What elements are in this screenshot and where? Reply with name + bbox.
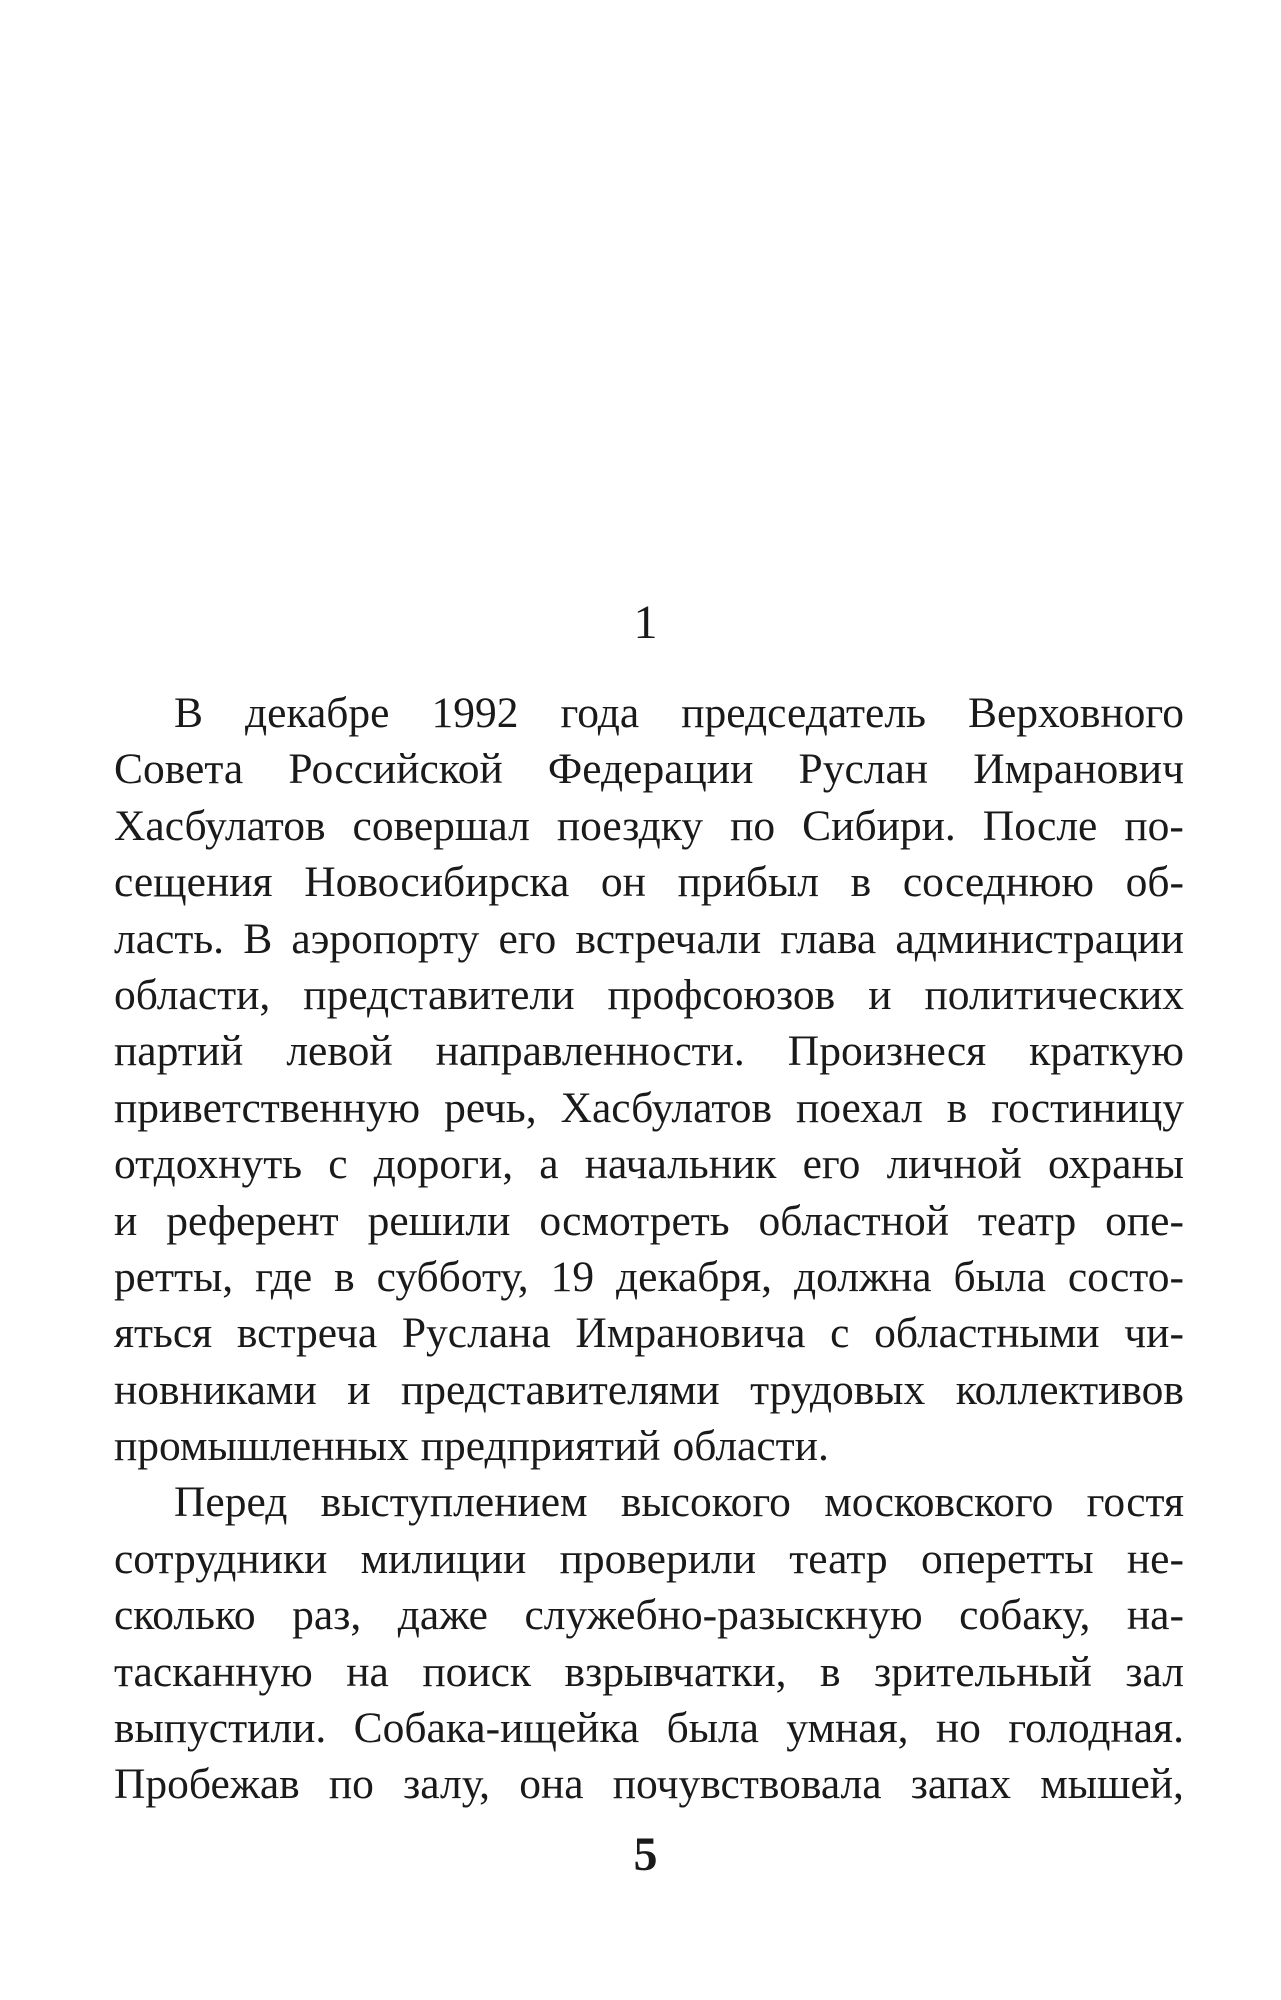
word: умная, [786, 1704, 909, 1753]
word: но [935, 1704, 981, 1753]
word: профсоюзов [607, 970, 836, 1019]
word: После [982, 801, 1098, 850]
word: речь, [444, 1083, 537, 1132]
word: Имранович [973, 745, 1184, 794]
word: Руслан [798, 745, 929, 794]
word: взрывчатки, [564, 1647, 787, 1696]
word: администрации [895, 914, 1184, 963]
word: поиск [422, 1647, 532, 1696]
word: и [114, 1196, 138, 1245]
text-line [114, 1362, 1184, 1418]
word: московского [824, 1478, 1054, 1527]
word: трудовых [750, 1365, 926, 1414]
word: яться [114, 1309, 213, 1358]
word: Собака-ищейка [353, 1704, 640, 1753]
word: была [666, 1704, 759, 1753]
text-line [114, 1474, 1184, 1530]
word: с [830, 1309, 850, 1358]
word: по [730, 801, 776, 850]
word: новниками [114, 1365, 317, 1414]
text-line [114, 1756, 1184, 1812]
word: встречали [575, 914, 762, 963]
word: Российской [288, 745, 503, 794]
word: представителями [400, 1365, 720, 1414]
word: совершал [352, 801, 530, 850]
word: области, [114, 970, 271, 1019]
text-line [114, 854, 1184, 910]
word: голодная. [1008, 1704, 1184, 1753]
text-line [114, 1305, 1184, 1361]
word: собаку, [959, 1591, 1091, 1640]
word: сещения [114, 858, 273, 907]
word: залу, [403, 1760, 490, 1809]
text-line [114, 1249, 1184, 1305]
word: ласть. [114, 914, 225, 963]
word: он [600, 858, 646, 907]
word: Новосибирска [304, 858, 570, 907]
word: В [174, 689, 204, 737]
word: Сибири. [802, 801, 956, 850]
page-number: 5 [633, 1828, 658, 1881]
word: в [334, 1252, 355, 1301]
word: промышленных [114, 1422, 409, 1471]
text-line [114, 1418, 1184, 1474]
word: 19 [550, 1252, 595, 1301]
word: театр [789, 1534, 888, 1583]
word: отдохнуть [114, 1140, 303, 1189]
paragraph [114, 1474, 1184, 1812]
word: аэропорту [291, 914, 480, 963]
word: поездку [556, 801, 704, 850]
text-line [114, 1531, 1184, 1587]
word: сотрудники [114, 1534, 328, 1583]
word: гостя [1086, 1478, 1184, 1527]
word: декабря, [616, 1252, 773, 1301]
word: встреча [236, 1309, 378, 1358]
text-line [114, 1700, 1184, 1756]
word: партий [114, 1027, 244, 1076]
word: высокого [620, 1478, 791, 1527]
text-line [114, 1136, 1184, 1192]
word: представители [303, 970, 575, 1019]
word: поехал [795, 1083, 923, 1132]
word: она [519, 1760, 584, 1809]
word: по- [1124, 801, 1184, 850]
word: с [328, 1140, 348, 1189]
word: запах [910, 1760, 1011, 1809]
word: на [346, 1647, 389, 1696]
word: областной [758, 1196, 949, 1245]
word: милиции [360, 1534, 527, 1583]
text-line [114, 1080, 1184, 1136]
text-line [114, 1023, 1184, 1079]
word: начальник [584, 1140, 777, 1189]
word: прибыл [677, 858, 819, 907]
word: где [255, 1252, 313, 1301]
word: и [868, 970, 892, 1019]
paragraph [114, 685, 1184, 1474]
word: направленности. [435, 1027, 745, 1076]
word: зрительный [874, 1647, 1092, 1696]
word: глава [780, 914, 877, 963]
word: сколько [114, 1591, 256, 1640]
text-line [114, 798, 1184, 854]
word: личной [886, 1140, 1022, 1189]
text-line [114, 1644, 1184, 1700]
word: тасканную [114, 1647, 313, 1696]
word: об- [1125, 858, 1184, 907]
chapter-number: 1 [633, 596, 658, 649]
word: даже [397, 1591, 488, 1640]
word: политических [924, 970, 1184, 1019]
word: областными [874, 1309, 1100, 1358]
word: 1992 [431, 689, 519, 737]
text-line [114, 685, 1184, 741]
word: служебно-разыскную [524, 1591, 923, 1640]
word: выступлением [320, 1478, 588, 1527]
word: охраны [1047, 1140, 1184, 1189]
chapter-body-text [114, 685, 1184, 1813]
word: проверили [559, 1534, 756, 1583]
word: мышей, [1040, 1760, 1184, 1809]
word: Хасбулатов [114, 801, 326, 850]
word: предприятий [420, 1422, 661, 1471]
word: председатель [681, 689, 926, 737]
word: не- [1126, 1534, 1184, 1583]
word: на- [1126, 1591, 1184, 1640]
text-line [114, 741, 1184, 797]
word: года [560, 689, 640, 737]
word: референт [166, 1196, 339, 1245]
word: в [850, 858, 872, 907]
text-line [114, 911, 1184, 967]
text-line [114, 967, 1184, 1023]
word: должна [793, 1252, 932, 1301]
word: приветственную [114, 1083, 421, 1132]
word: дороги, [373, 1140, 514, 1189]
word: гостиницу [991, 1083, 1184, 1132]
word: Имрановича [575, 1309, 806, 1358]
word: соседнюю [902, 858, 1094, 907]
word: опе- [1105, 1196, 1184, 1245]
word: выпустили. [114, 1704, 327, 1753]
word: левой [286, 1027, 393, 1076]
word: и [347, 1365, 371, 1414]
word: Перед [174, 1478, 288, 1527]
word: раз, [292, 1591, 362, 1640]
word: состо- [1067, 1252, 1184, 1301]
word: была [953, 1252, 1046, 1301]
text-line [114, 1587, 1184, 1643]
word: его [498, 914, 557, 963]
word: области. [672, 1422, 829, 1471]
word: краткую [1029, 1027, 1184, 1076]
text-line [114, 1193, 1184, 1249]
word: коллективов [955, 1365, 1184, 1414]
word: а [539, 1140, 559, 1189]
word: В [243, 914, 273, 963]
word: Произнеся [787, 1027, 987, 1076]
word: Руслана [401, 1309, 551, 1358]
word: ретты, [114, 1252, 234, 1301]
word: субботу, [376, 1252, 529, 1301]
word: декабре [245, 689, 390, 737]
word: в [946, 1083, 968, 1132]
word: осмотреть [539, 1196, 730, 1245]
word: Верховного [967, 689, 1184, 737]
word: по [328, 1760, 374, 1809]
word: Федерации [547, 745, 754, 794]
word: зал [1125, 1647, 1184, 1696]
word: почувствовала [612, 1760, 882, 1809]
word: решили [367, 1196, 511, 1245]
word: Пробежав [114, 1760, 300, 1809]
word: чи- [1124, 1309, 1184, 1358]
word: в [819, 1647, 841, 1696]
word: оперетты [920, 1534, 1094, 1583]
word: Совета [114, 745, 244, 794]
word: его [802, 1140, 861, 1189]
word: Хасбулатов [560, 1083, 773, 1132]
word: театр [977, 1196, 1077, 1245]
